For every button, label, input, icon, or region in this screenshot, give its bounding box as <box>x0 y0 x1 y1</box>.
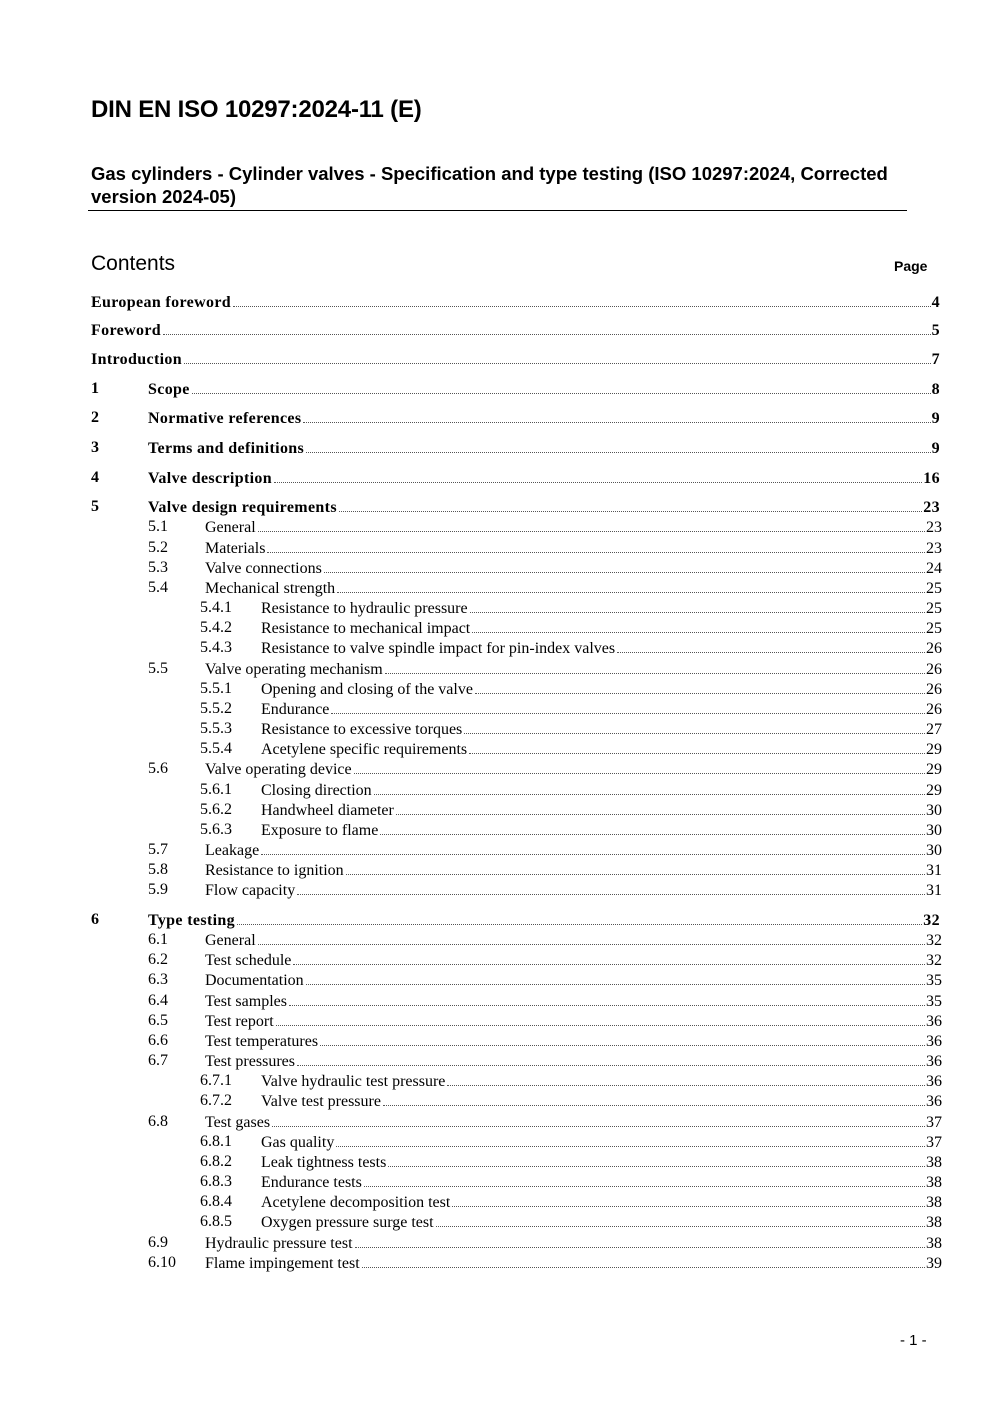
toc-entry-title: Valve operating device <box>205 761 352 778</box>
toc-entry-number: 5.4.1 <box>200 599 232 616</box>
toc-entry-title: Test report <box>205 1013 274 1030</box>
toc-entry-title: European foreword <box>91 294 232 311</box>
toc-entry-title: Valve design requirements <box>148 499 337 516</box>
toc-entry-number: 6 <box>91 911 100 928</box>
toc-entry[interactable] <box>0 800 992 820</box>
toc-dot-leader <box>470 598 925 613</box>
toc-entry[interactable] <box>0 1233 992 1253</box>
toc-entry-title: Resistance to hydraulic pressure <box>261 600 468 617</box>
toc-entry[interactable] <box>0 438 992 458</box>
toc-entry-title: Terms and definitions <box>148 440 305 457</box>
toc-entry-page: 16 <box>923 470 940 487</box>
toc-dot-leader <box>383 1091 925 1106</box>
toc-entry-page: 8 <box>931 381 940 398</box>
toc-dot-leader <box>184 349 931 364</box>
contents-heading: Contents <box>91 252 176 275</box>
toc-entry-number: 6.6 <box>148 1032 168 1049</box>
toc-entry-page: 25 <box>926 620 942 637</box>
toc-dot-leader <box>297 880 925 895</box>
toc-dot-leader <box>336 1132 925 1147</box>
toc-entry[interactable] <box>0 1152 992 1172</box>
toc-entry-number: 6.8.3 <box>200 1173 232 1190</box>
toc-entry-title: Test temperatures <box>205 1033 319 1050</box>
toc-entry-page: 30 <box>926 842 942 859</box>
toc-entry[interactable] <box>0 379 992 399</box>
toc-entry[interactable] <box>0 1071 992 1091</box>
toc-entry-title: Handwheel diameter <box>261 802 394 819</box>
toc-entry-number: 4 <box>91 469 100 486</box>
toc-entry-page: 9 <box>931 440 940 457</box>
toc-entry-title: Test gases <box>205 1114 271 1131</box>
toc-entry[interactable] <box>0 292 992 312</box>
toc-dot-leader <box>331 699 925 714</box>
toc-entry-title: Introduction <box>91 351 183 368</box>
toc-entry-page: 4 <box>931 294 940 311</box>
toc-entry[interactable] <box>0 320 992 340</box>
toc-dot-leader <box>272 1112 925 1127</box>
toc-entry-page: 36 <box>926 1053 942 1070</box>
toc-entry-page: 38 <box>926 1194 942 1211</box>
toc-entry-page: 31 <box>926 882 942 899</box>
toc-entry-title: Acetylene specific requirements <box>261 741 468 758</box>
toc-entry[interactable] <box>0 408 992 428</box>
toc-dot-leader <box>258 930 925 945</box>
toc-entry-page: 26 <box>926 701 942 718</box>
toc-dot-leader <box>355 1233 925 1248</box>
document-title: Gas cylinders - Cylinder valves - Specification and type testing (ISO 10297:2024, Corrected version 2024-05) <box>91 163 888 207</box>
toc-entry-page: 36 <box>926 1093 942 1110</box>
toc-entry-page: 35 <box>926 993 942 1010</box>
toc-entry-number: 5.7 <box>148 841 168 858</box>
toc-entry-page: 25 <box>926 600 942 617</box>
toc-entry[interactable] <box>0 1051 992 1071</box>
page-column-heading: Page <box>894 258 928 274</box>
toc-entry-title: Valve operating mechanism <box>205 661 383 678</box>
toc-entry-page: 27 <box>926 721 942 738</box>
toc-entry-title: General <box>205 519 256 536</box>
toc-entry-number: 5.6 <box>148 760 168 777</box>
toc-entry-number: 6.7.2 <box>200 1092 232 1109</box>
toc-entry[interactable] <box>0 497 992 517</box>
toc-entry[interactable] <box>0 1172 992 1192</box>
toc-entry[interactable] <box>0 468 992 488</box>
toc-dot-leader <box>396 800 925 815</box>
toc-entry-page: 38 <box>926 1174 942 1191</box>
toc-entry-page: 26 <box>926 681 942 698</box>
toc-entry[interactable] <box>0 679 992 699</box>
toc-entry-number: 2 <box>91 409 100 426</box>
toc-entry-page: 30 <box>926 802 942 819</box>
toc-dot-leader <box>289 991 925 1006</box>
toc-entry-title: Opening and closing of the valve <box>261 681 473 698</box>
toc-dot-leader <box>320 1031 925 1046</box>
toc-dot-leader <box>267 538 925 553</box>
toc-dot-leader <box>447 1071 925 1086</box>
toc-dot-leader <box>464 719 925 734</box>
toc-entry-title: Acetylene decomposition test <box>261 1194 451 1211</box>
toc-entry[interactable] <box>0 910 992 930</box>
toc-entry[interactable] <box>0 739 992 759</box>
toc-entry[interactable] <box>0 950 992 970</box>
toc-entry-page: 29 <box>926 782 942 799</box>
toc-entry[interactable] <box>0 1091 992 1111</box>
toc-entry-title: Materials <box>205 540 266 557</box>
toc-entry-title: Endurance tests <box>261 1174 362 1191</box>
toc-dot-leader <box>261 840 925 855</box>
toc-entry-number: 5.5.2 <box>200 700 232 717</box>
toc-entry-title: Hydraulic pressure test <box>205 1235 353 1252</box>
toc-entry[interactable] <box>0 558 992 578</box>
toc-entry-number: 5.6.1 <box>200 781 232 798</box>
toc-entry-number: 6.2 <box>148 951 168 968</box>
toc-dot-leader <box>324 558 925 573</box>
toc-entry-number: 6.8.2 <box>200 1153 232 1170</box>
toc-entry-number: 6.1 <box>148 931 168 948</box>
toc-entry-page: 36 <box>926 1073 942 1090</box>
toc-entry-page: 24 <box>926 560 942 577</box>
toc-entry-page: 36 <box>926 1033 942 1050</box>
toc-entry-page: 37 <box>926 1134 942 1151</box>
toc-entry-title: Valve description <box>148 470 273 487</box>
toc-entry-title: Resistance to ignition <box>205 862 344 879</box>
toc-entry-page: 9 <box>931 410 940 427</box>
toc-entry-page: 26 <box>926 640 942 657</box>
toc-dot-leader <box>469 739 925 754</box>
toc-entry-number: 5.3 <box>148 559 168 576</box>
toc-dot-leader <box>306 970 925 985</box>
toc-entry-page: 29 <box>926 741 942 758</box>
toc-entry[interactable] <box>0 719 992 739</box>
toc-entry-title: Flow capacity <box>205 882 296 899</box>
toc-entry-title: Endurance <box>261 701 330 718</box>
toc-entry-title: Valve connections <box>205 560 322 577</box>
toc-entry[interactable] <box>0 638 992 658</box>
toc-entry[interactable] <box>0 1192 992 1212</box>
toc-entry-title: Leak tightness tests <box>261 1154 387 1171</box>
toc-dot-leader <box>472 618 925 633</box>
toc-dot-leader <box>293 950 925 965</box>
toc-dot-leader <box>274 468 922 483</box>
toc-entry-number: 6.8.1 <box>200 1133 232 1150</box>
toc-dot-leader <box>354 759 925 774</box>
toc-entry-number: 6.4 <box>148 992 168 1009</box>
toc-entry-title: Exposure to flame <box>261 822 379 839</box>
toc-dot-leader <box>436 1212 925 1227</box>
toc-entry-number: 1 <box>91 380 100 397</box>
toc-entry-number: 5.9 <box>148 881 168 898</box>
toc-entry-title: Valve hydraulic test pressure <box>261 1073 446 1090</box>
toc-entry[interactable] <box>0 820 992 840</box>
toc-entry-number: 5.4.2 <box>200 619 232 636</box>
toc-entry-page: 35 <box>926 972 942 989</box>
toc-dot-leader <box>388 1152 925 1167</box>
toc-entry-number: 6.9 <box>148 1234 168 1251</box>
toc-entry-title: Normative references <box>148 410 302 427</box>
toc-entry-title: Documentation <box>205 972 304 989</box>
toc-entry-title: Leakage <box>205 842 260 859</box>
toc-dot-leader <box>233 292 931 307</box>
toc-entry-title: Closing direction <box>261 782 372 799</box>
toc-dot-leader <box>617 638 925 653</box>
toc-entry-number: 6.10 <box>148 1254 176 1271</box>
toc-dot-leader <box>374 780 925 795</box>
toc-entry[interactable] <box>0 759 992 779</box>
toc-entry-number: 5.5.1 <box>200 680 232 697</box>
toc-entry-page: 7 <box>931 351 940 368</box>
toc-entry-number: 5.1 <box>148 518 168 535</box>
toc-entry-number: 5.5 <box>148 660 168 677</box>
toc-entry-page: 23 <box>923 499 940 516</box>
toc-entry[interactable] <box>0 1253 992 1273</box>
toc-entry[interactable] <box>0 991 992 1011</box>
toc-entry[interactable] <box>0 780 992 800</box>
toc-entry-page: 30 <box>926 822 942 839</box>
toc-dot-leader <box>362 1253 925 1268</box>
toc-entry[interactable] <box>0 517 992 537</box>
toc-dot-leader <box>303 408 930 423</box>
toc-dot-leader <box>163 320 931 335</box>
toc-entry[interactable] <box>0 659 992 679</box>
toc-entry-number: 5.4 <box>148 579 168 596</box>
toc-entry-page: 23 <box>926 519 942 536</box>
toc-entry-number: 5 <box>91 498 100 515</box>
toc-entry[interactable] <box>0 538 992 558</box>
toc-dot-leader <box>475 679 925 694</box>
toc-entry-number: 3 <box>91 439 100 456</box>
toc-entry[interactable] <box>0 970 992 990</box>
toc-entry-page: 38 <box>926 1214 942 1231</box>
toc-dot-leader <box>297 1051 925 1066</box>
toc-entry-number: 5.8 <box>148 861 168 878</box>
toc-entry-title: Oxygen pressure surge test <box>261 1214 434 1231</box>
toc-dot-leader <box>306 438 931 453</box>
toc-entry-number: 5.6.3 <box>200 821 232 838</box>
toc-entry-title: Resistance to mechanical impact <box>261 620 471 637</box>
toc-entry-title: Valve test pressure <box>261 1093 381 1110</box>
toc-entry[interactable] <box>0 860 992 880</box>
toc-dot-leader <box>346 860 925 875</box>
toc-entry-title: Resistance to excessive torques <box>261 721 463 738</box>
toc-dot-leader <box>337 578 925 593</box>
toc-entry-number: 6.7 <box>148 1052 168 1069</box>
toc-entry-title: Foreword <box>91 322 162 339</box>
toc-entry-page: 25 <box>926 580 942 597</box>
toc-entry-number: 5.4.3 <box>200 639 232 656</box>
toc-entry-number: 6.7.1 <box>200 1072 232 1089</box>
toc-entry[interactable] <box>0 880 992 900</box>
toc-entry-page: 29 <box>926 761 942 778</box>
toc-entry-title: Flame impingement test <box>205 1255 360 1272</box>
toc-dot-leader <box>258 517 925 532</box>
document-id: DIN EN ISO 10297:2024-11 (E) <box>91 96 422 123</box>
toc-dot-leader <box>339 497 922 512</box>
toc-dot-leader <box>452 1192 925 1207</box>
toc-dot-leader <box>364 1172 925 1187</box>
toc-entry-title: Test samples <box>205 993 287 1010</box>
toc-entry-title: General <box>205 932 256 949</box>
toc-dot-leader <box>380 820 925 835</box>
toc-entry-page: 38 <box>926 1235 942 1252</box>
toc-entry-title: Resistance to valve spindle impact for pin-index valves <box>261 640 616 657</box>
toc-entry-page: 23 <box>926 540 942 557</box>
toc-entry-title: Type testing <box>148 912 236 929</box>
toc-entry-page: 38 <box>926 1154 942 1171</box>
toc-entry-page: 31 <box>926 862 942 879</box>
toc-entry[interactable] <box>0 1011 992 1031</box>
toc-dot-leader <box>237 910 922 925</box>
toc-entry[interactable] <box>0 1112 992 1132</box>
toc-entry-page: 36 <box>926 1013 942 1030</box>
toc-entry-title: Mechanical strength <box>205 580 336 597</box>
toc-dot-leader <box>192 379 931 394</box>
toc-entry-page: 32 <box>926 932 942 949</box>
toc-entry-number: 5.5.3 <box>200 720 232 737</box>
toc-entry-title: Scope <box>148 381 190 398</box>
toc-entry[interactable] <box>0 618 992 638</box>
toc-entry-page: 39 <box>926 1255 942 1272</box>
toc-entry[interactable] <box>0 349 992 369</box>
toc-entry[interactable] <box>0 840 992 860</box>
toc-entry[interactable] <box>0 1212 992 1232</box>
toc-entry-title: Test pressures <box>205 1053 295 1070</box>
toc-entry-number: 5.2 <box>148 539 168 556</box>
toc-dot-leader <box>385 659 925 674</box>
toc-entry-number: 6.3 <box>148 971 168 988</box>
toc-entry-number: 5.5.4 <box>200 740 232 757</box>
toc-entry[interactable] <box>0 699 992 719</box>
toc-entry-number: 6.8 <box>148 1113 168 1130</box>
toc-entry-number: 6.8.4 <box>200 1193 232 1210</box>
toc-entry[interactable] <box>0 930 992 950</box>
toc-entry-page: 32 <box>923 912 940 929</box>
toc-entry-title: Test schedule <box>205 952 292 969</box>
toc-entry[interactable] <box>0 598 992 618</box>
toc-entry-number: 5.6.2 <box>200 801 232 818</box>
toc-entry-number: 6.5 <box>148 1012 168 1029</box>
toc-entry-title: Gas quality <box>261 1134 335 1151</box>
toc-dot-leader <box>276 1011 925 1026</box>
toc-entry-page: 26 <box>926 661 942 678</box>
toc-entry-page: 32 <box>926 952 942 969</box>
toc-entry-page: 5 <box>931 322 940 339</box>
page-number: - 1 - <box>900 1332 927 1349</box>
toc-entry-number: 6.8.5 <box>200 1213 232 1230</box>
toc-entry[interactable] <box>0 1031 992 1051</box>
toc-entry[interactable] <box>0 578 992 598</box>
toc-entry[interactable] <box>0 1132 992 1152</box>
toc-entry-page: 37 <box>926 1114 942 1131</box>
